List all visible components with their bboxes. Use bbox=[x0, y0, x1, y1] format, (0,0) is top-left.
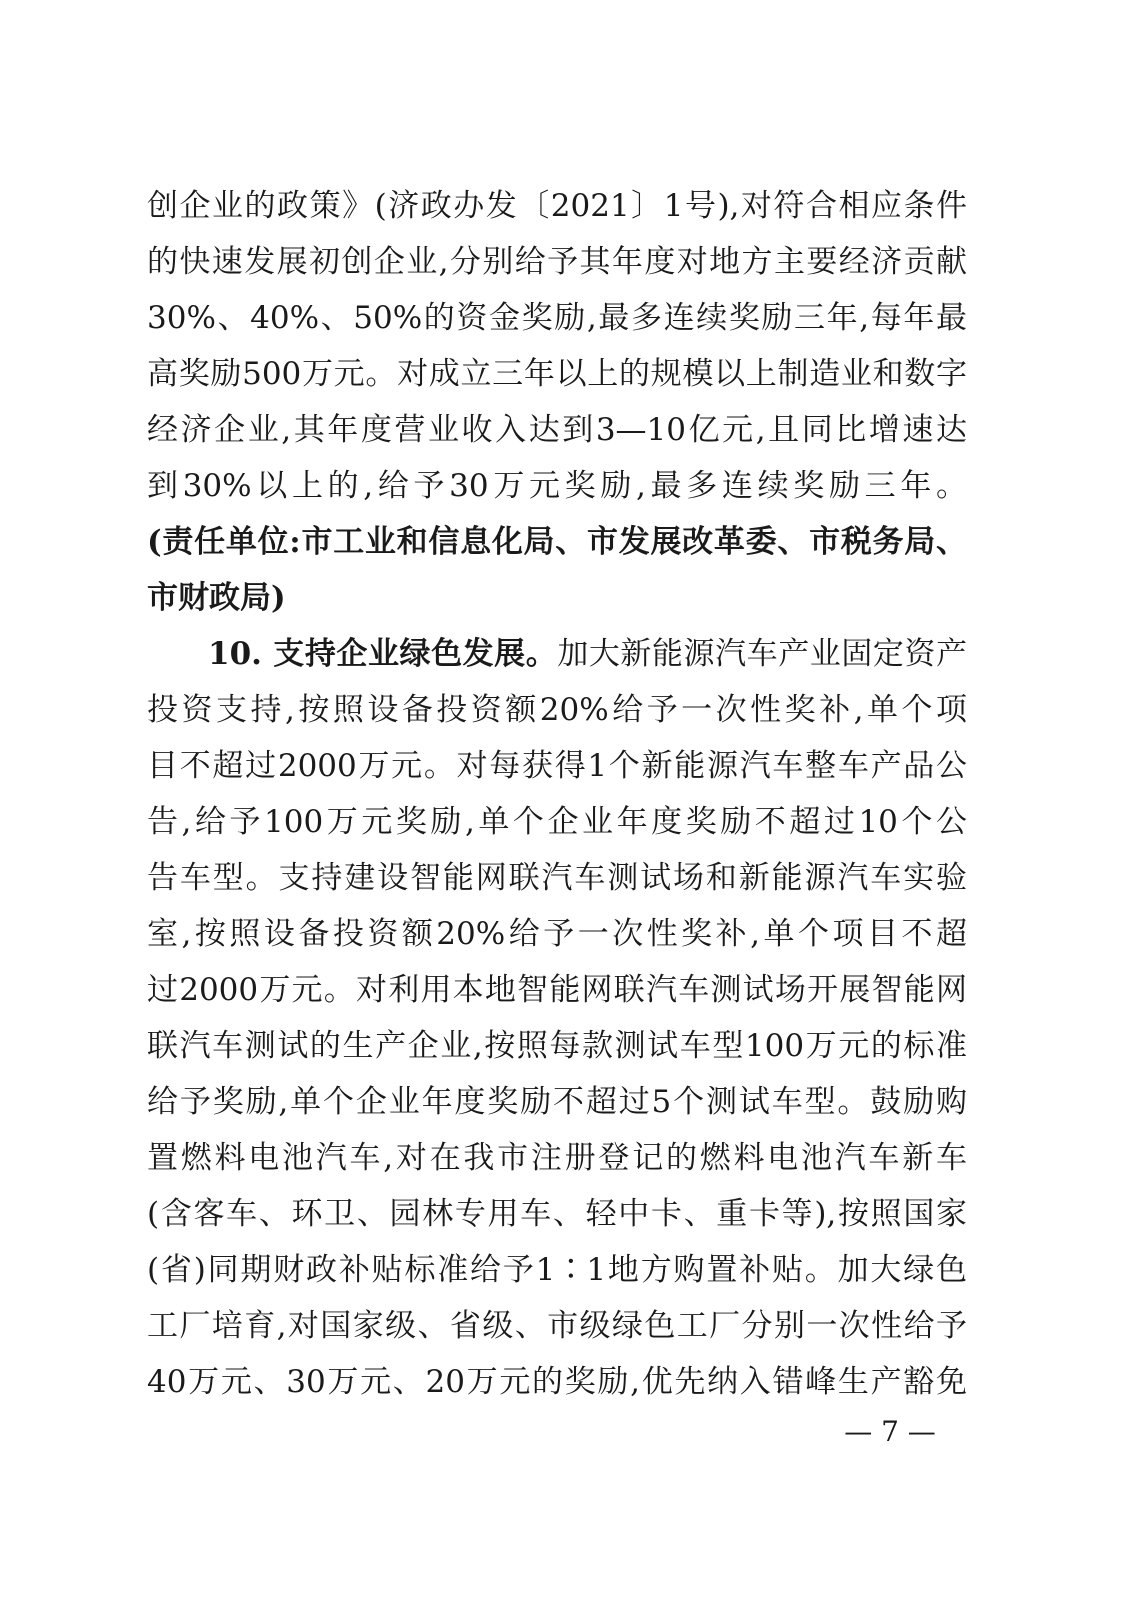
body-text-line: 30%、40%、50%的资金奖励,最多连续奖励三年,每年最 bbox=[147, 300, 967, 336]
body-text-line: 的快速发展初创企业,分别给予其年度对地方主要经济贡献 bbox=[147, 244, 967, 280]
body-text-line: 联汽车测试的生产企业,按照每款测试车型100万元的标准 bbox=[147, 1028, 967, 1064]
item-10-first-line-text: 加大新能源汽车产业固定资产 bbox=[557, 636, 968, 672]
body-text-line: 室,按照设备投资额20%给予一次性奖补,单个项目不超 bbox=[147, 916, 967, 952]
item-10-first-line bbox=[208, 626, 967, 682]
body-text-line: 工厂培育,对国家级、省级、市级绿色工厂分别一次性给予 bbox=[147, 1308, 967, 1344]
page-number: — 7 — bbox=[844, 1415, 936, 1448]
body-text-line: 告,给予100万元奖励,单个企业年度奖励不超过10个公 bbox=[147, 804, 967, 840]
body-text-line: 经济企业,其年度营业收入达到3—10亿元,且同比增速达 bbox=[147, 412, 967, 448]
body-text-line: 置燃料电池汽车,对在我市注册登记的燃料电池汽车新车 bbox=[147, 1140, 967, 1176]
body-text-line: 到30%以上的,给予30万元奖励,最多连续奖励三年。 bbox=[147, 468, 967, 504]
responsible-units-line: (责任单位:市工业和信息化局、市发展改革委、市税务局、 bbox=[147, 524, 967, 560]
body-text-line: 创企业的政策》(济政办发〔2021〕1号),对符合相应条件 bbox=[147, 188, 967, 224]
body-text-line: 目不超过2000万元。对每获得1个新能源汽车整车产品公 bbox=[147, 748, 967, 784]
body-text-line: (含客车、环卫、园林专用车、轻中卡、重卡等),按照国家 bbox=[147, 1196, 967, 1232]
body-text-line: 告车型。支持建设智能网联汽车测试场和新能源汽车实验 bbox=[147, 860, 967, 896]
body-text-line: 40万元、30万元、20万元的奖励,优先纳入错峰生产豁免 bbox=[147, 1364, 967, 1400]
responsible-units-line: 市财政局) bbox=[147, 580, 286, 616]
body-text-line: 投资支持,按照设备投资额20%给予一次性奖补,单个项 bbox=[147, 692, 967, 728]
body-text-line: 过2000万元。对利用本地智能网联汽车测试场开展智能网 bbox=[147, 972, 967, 1008]
body-text-line: 给予奖励,单个企业年度奖励不超过5个测试车型。鼓励购 bbox=[147, 1084, 967, 1120]
body-text-line: 高奖励500万元。对成立三年以上的规模以上制造业和数字 bbox=[147, 356, 967, 392]
item-10-heading: 10. 支持企业绿色发展。 bbox=[208, 636, 558, 672]
body-text-line: (省)同期财政补贴标准给予1∶1地方购置补贴。加大绿色 bbox=[147, 1252, 967, 1288]
